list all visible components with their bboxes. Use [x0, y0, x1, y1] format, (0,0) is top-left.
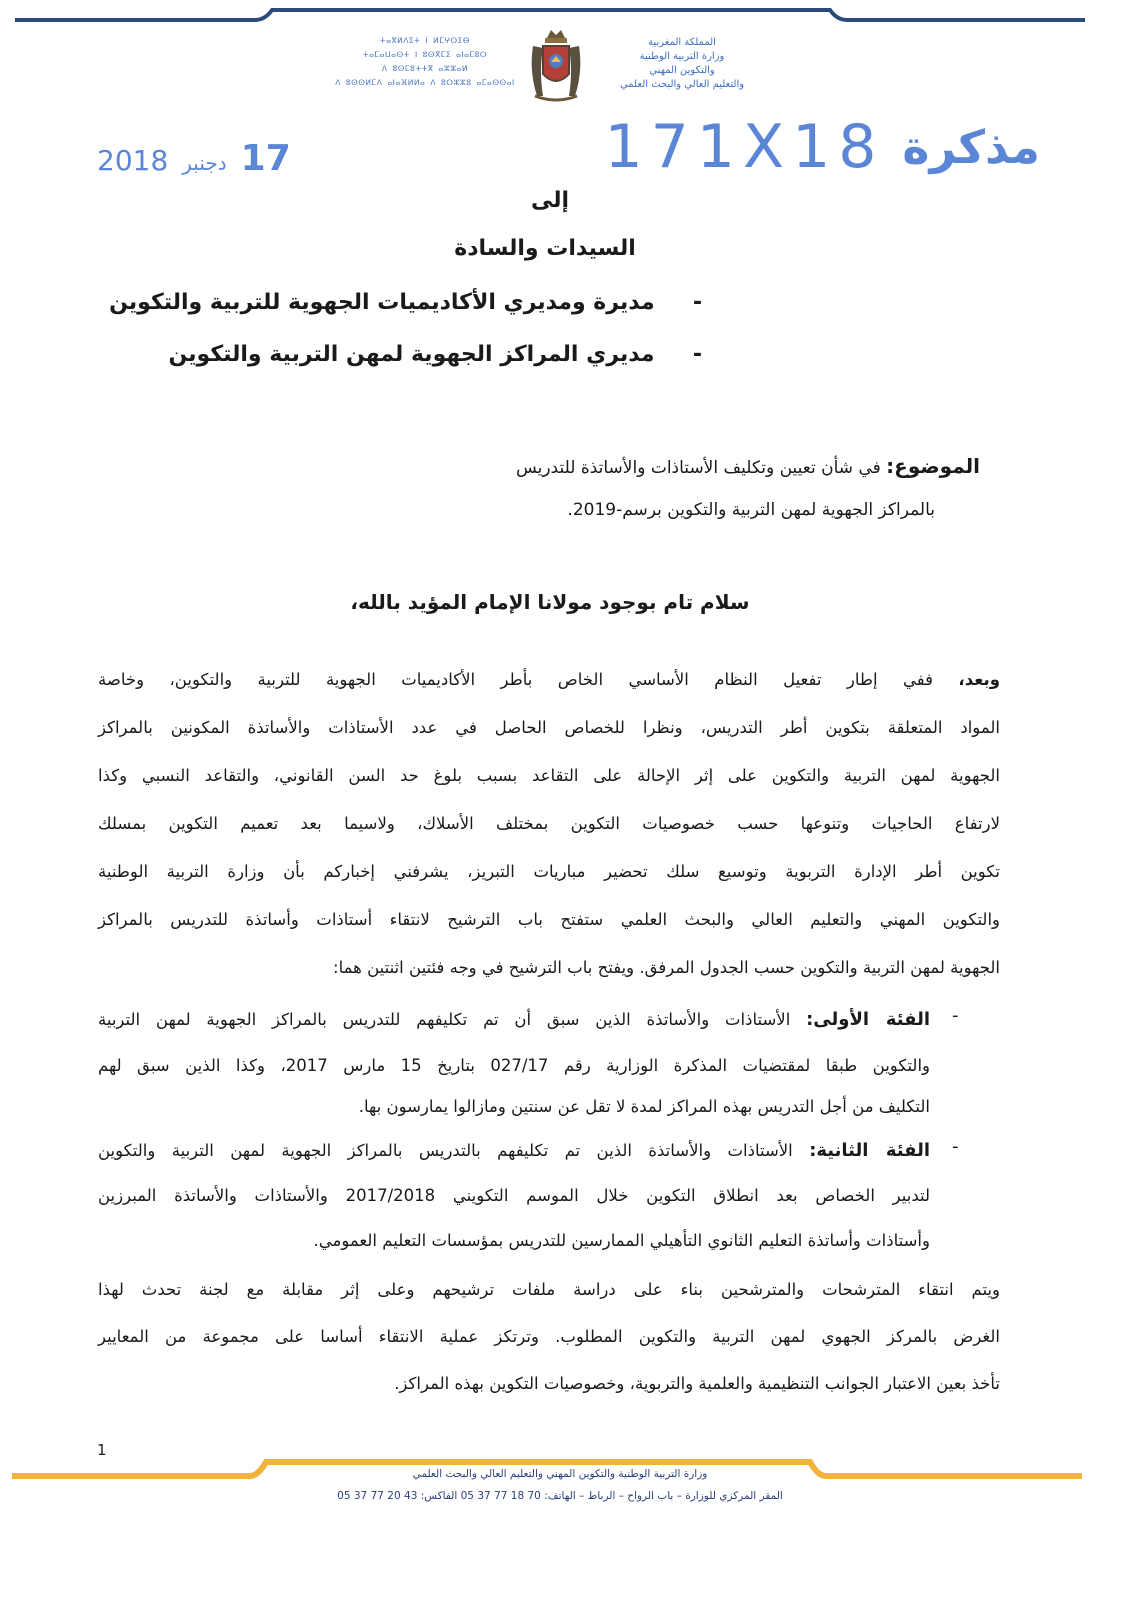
date-month: دجنبر [182, 151, 227, 175]
category-line: وأستاذات وأساتذة التعليم الثانوي التأهيلي الممارسين للتدريس بمؤسسات التعليم العمومي. [313, 1231, 930, 1250]
subject-text: في شأن تعيين وتكليف الأستاذات والأساتذة للتدريس [515, 458, 881, 478]
paragraph-line: تكوين أطر الإدارة التربوية وتوسيع سلك تحضير مباريات التبريز، يشرفني إخباركم بأن وزارة التربية الوطنية [98, 862, 1000, 881]
paragraph-text: ففي إطار تفعيل النظام الأساسي الخاص بأطر الأكاديميات الجهوية للتربية والتكوين، وخاصة [98, 670, 933, 689]
tifinagh-line: ⵜⴰⵎⴰⵡⴰⵙⵜ ⵏ ⵓⵙⴳⵎⵉ ⴰⵏⴰⵎⵓⵔ [362, 50, 488, 59]
letterhead-line: والتكوين المهني [649, 65, 715, 76]
bullet-dash: - [654, 290, 702, 315]
bullet-dash: - [654, 342, 702, 367]
date-year: 2018 [97, 144, 169, 177]
footer-rule [0, 1440, 1132, 1490]
salutation: السيدات والسادة [454, 236, 636, 261]
paragraph-line: الجهوية لمهن التربية والتكوين حسب الجدول المرفق. ويفتح باب الترشيح في وجه فئتين اثنتين هما: [333, 958, 1000, 977]
paragraph-line: تأخذ بعين الاعتبار الجوانب التنظيمية والعلمية والتربوية، وخصوصيات التكوين بهذه المراكز. [394, 1374, 1000, 1393]
category-line [98, 1137, 930, 1165]
footer-address: المقر المركزي للوزارة – باب الرواح – الرباط – الهاتف: 70 18 77 37 05 الفاكس: 43 20 77 37 05 [337, 1490, 783, 1502]
category-line: لتدبير الخصاص بعد انطلاق التكوين خلال الموسم التكويني 2017/2018 والأستاذات والأساتذة المبرزين [98, 1186, 931, 1205]
recipient-item [109, 290, 702, 315]
date-stamp [97, 138, 291, 179]
category-line: التكليف من أجل التدريس بهذه المراكز لمدة لا تقل عن سنتين ومازالوا يمارسون بها. [358, 1097, 930, 1116]
paragraph-line: الجهوية لمهن التربية والتكوين على إثر الإحالة على التقاعد بسبب بلوغ حد السن القانوني، والتقاعد النسبي وكذا [98, 766, 1000, 785]
bullet-dash: - [952, 1005, 959, 1026]
bullet-dash: - [952, 1136, 959, 1157]
date-day: 17 [240, 138, 291, 179]
paragraph-line: والتكوين المهني والتعليم العالي والبحث العلمي ستفتح باب الترشيح لانتقاء أستاذات وأساتذة للتدريس بالمراكز [98, 910, 1000, 929]
tifinagh-line: ⴷ ⵓⵙⵙⵍⵎⴷ ⴰⵏⴰⴼⵍⵍⴰ ⴷ ⵓⵔⵣⵣⵓ ⴰⵎⴰⵙⵙⴰⵏ [335, 78, 515, 87]
greeting: سلام تام بوجود مولانا الإمام المؤيد بالله، [350, 590, 750, 614]
memo-number: 171X18 [604, 112, 885, 182]
letterhead-line: والتعليم العالي والبحث العلمي [619, 79, 745, 90]
category-text: الأستاذات والأساتذة الذين سبق أن تم تكليفهم للتدريس بالمراكز الجهوية لمهن التربية [98, 1010, 791, 1029]
subject-label: الموضوع: [886, 454, 980, 478]
category-label: الفئة الثانية: [809, 1140, 931, 1161]
footer-ministry: وزارة التربية الوطنية والتكوين المهني والتعليم العالي والبحث العلمي [412, 1468, 708, 1480]
category-label: الفئة الأولى: [806, 1009, 931, 1030]
tifinagh-line: ⵜⴰⴳⵍⴷⵉⵜ ⵏ ⵍⵎⵖⵔⵉⴱ [379, 36, 471, 45]
letterhead-tifinagh [330, 34, 520, 90]
letterhead-arabic [592, 36, 772, 92]
tifinagh-line: ⴷ ⵓⵙⵎⵓⵜⵜⴳ ⴰⵣⵣⴰⵍ [381, 64, 469, 73]
category-line: والتكوين طبقا لمقتضيات المذكرة الوزارية رقم 027/17 بتاريخ 15 مارس 2017، وكذا الذين سبق لهم [98, 1056, 931, 1075]
paragraph-line: ويتم انتقاء المترشحات والمترشحين بناء على دراسة ملفات ترشيحهم وعلى إثر مقابلة مع لجنة تحدث لهذا [98, 1280, 1000, 1299]
subject-line-2: بالمراكز الجهوية لمهن التربية والتكوين برسم-2019. [567, 500, 935, 520]
paragraph-line: لارتفاع الحاجيات وتنوعها حسب خصوصيات التكوين بمختلف الأسلاك، ولاسيما بعد تعميم التكوين بمسلك [98, 814, 1000, 833]
memo-stamp [604, 112, 1040, 182]
subject-line [516, 454, 980, 478]
letterhead-line: المملكة المغربية [648, 37, 716, 48]
recipient-text: مديرة ومديري الأكاديميات الجهوية للتربية والتكوين [109, 290, 655, 315]
to-label: إلى [530, 188, 570, 213]
page-number: 1 [97, 1441, 107, 1459]
paragraph-line: المواد المتعلقة بتكوين أطر التدريس، ونظرا للخصاص الحاصل في عدد الأستاذات والأساتذة المكونين بالمراكز [98, 718, 1000, 737]
intro-lead: وبعد، [958, 670, 1000, 689]
royal-emblem-icon [525, 26, 587, 104]
paragraph-line [98, 666, 1000, 694]
letterhead-line: وزارة التربية الوطنية [639, 51, 725, 62]
recipient-text: مديري المراكز الجهوية لمهن التربية والتكوين [168, 342, 655, 367]
paragraph-line: الغرض بالمركز الجهوي لمهن التربية والتكوين المطلوب. وترتكز عملية الانتقاء أساسا على مجموعة من المعايير [98, 1327, 1000, 1346]
recipient-item [169, 342, 703, 367]
category-text: الأستاذات والأساتذة الذين تم تكليفهم بالتدريس بالمراكز الجهوية لمهن التربية والتكوين [98, 1141, 793, 1160]
memo-label: مذكرة [902, 120, 1040, 174]
category-line [98, 1006, 930, 1034]
